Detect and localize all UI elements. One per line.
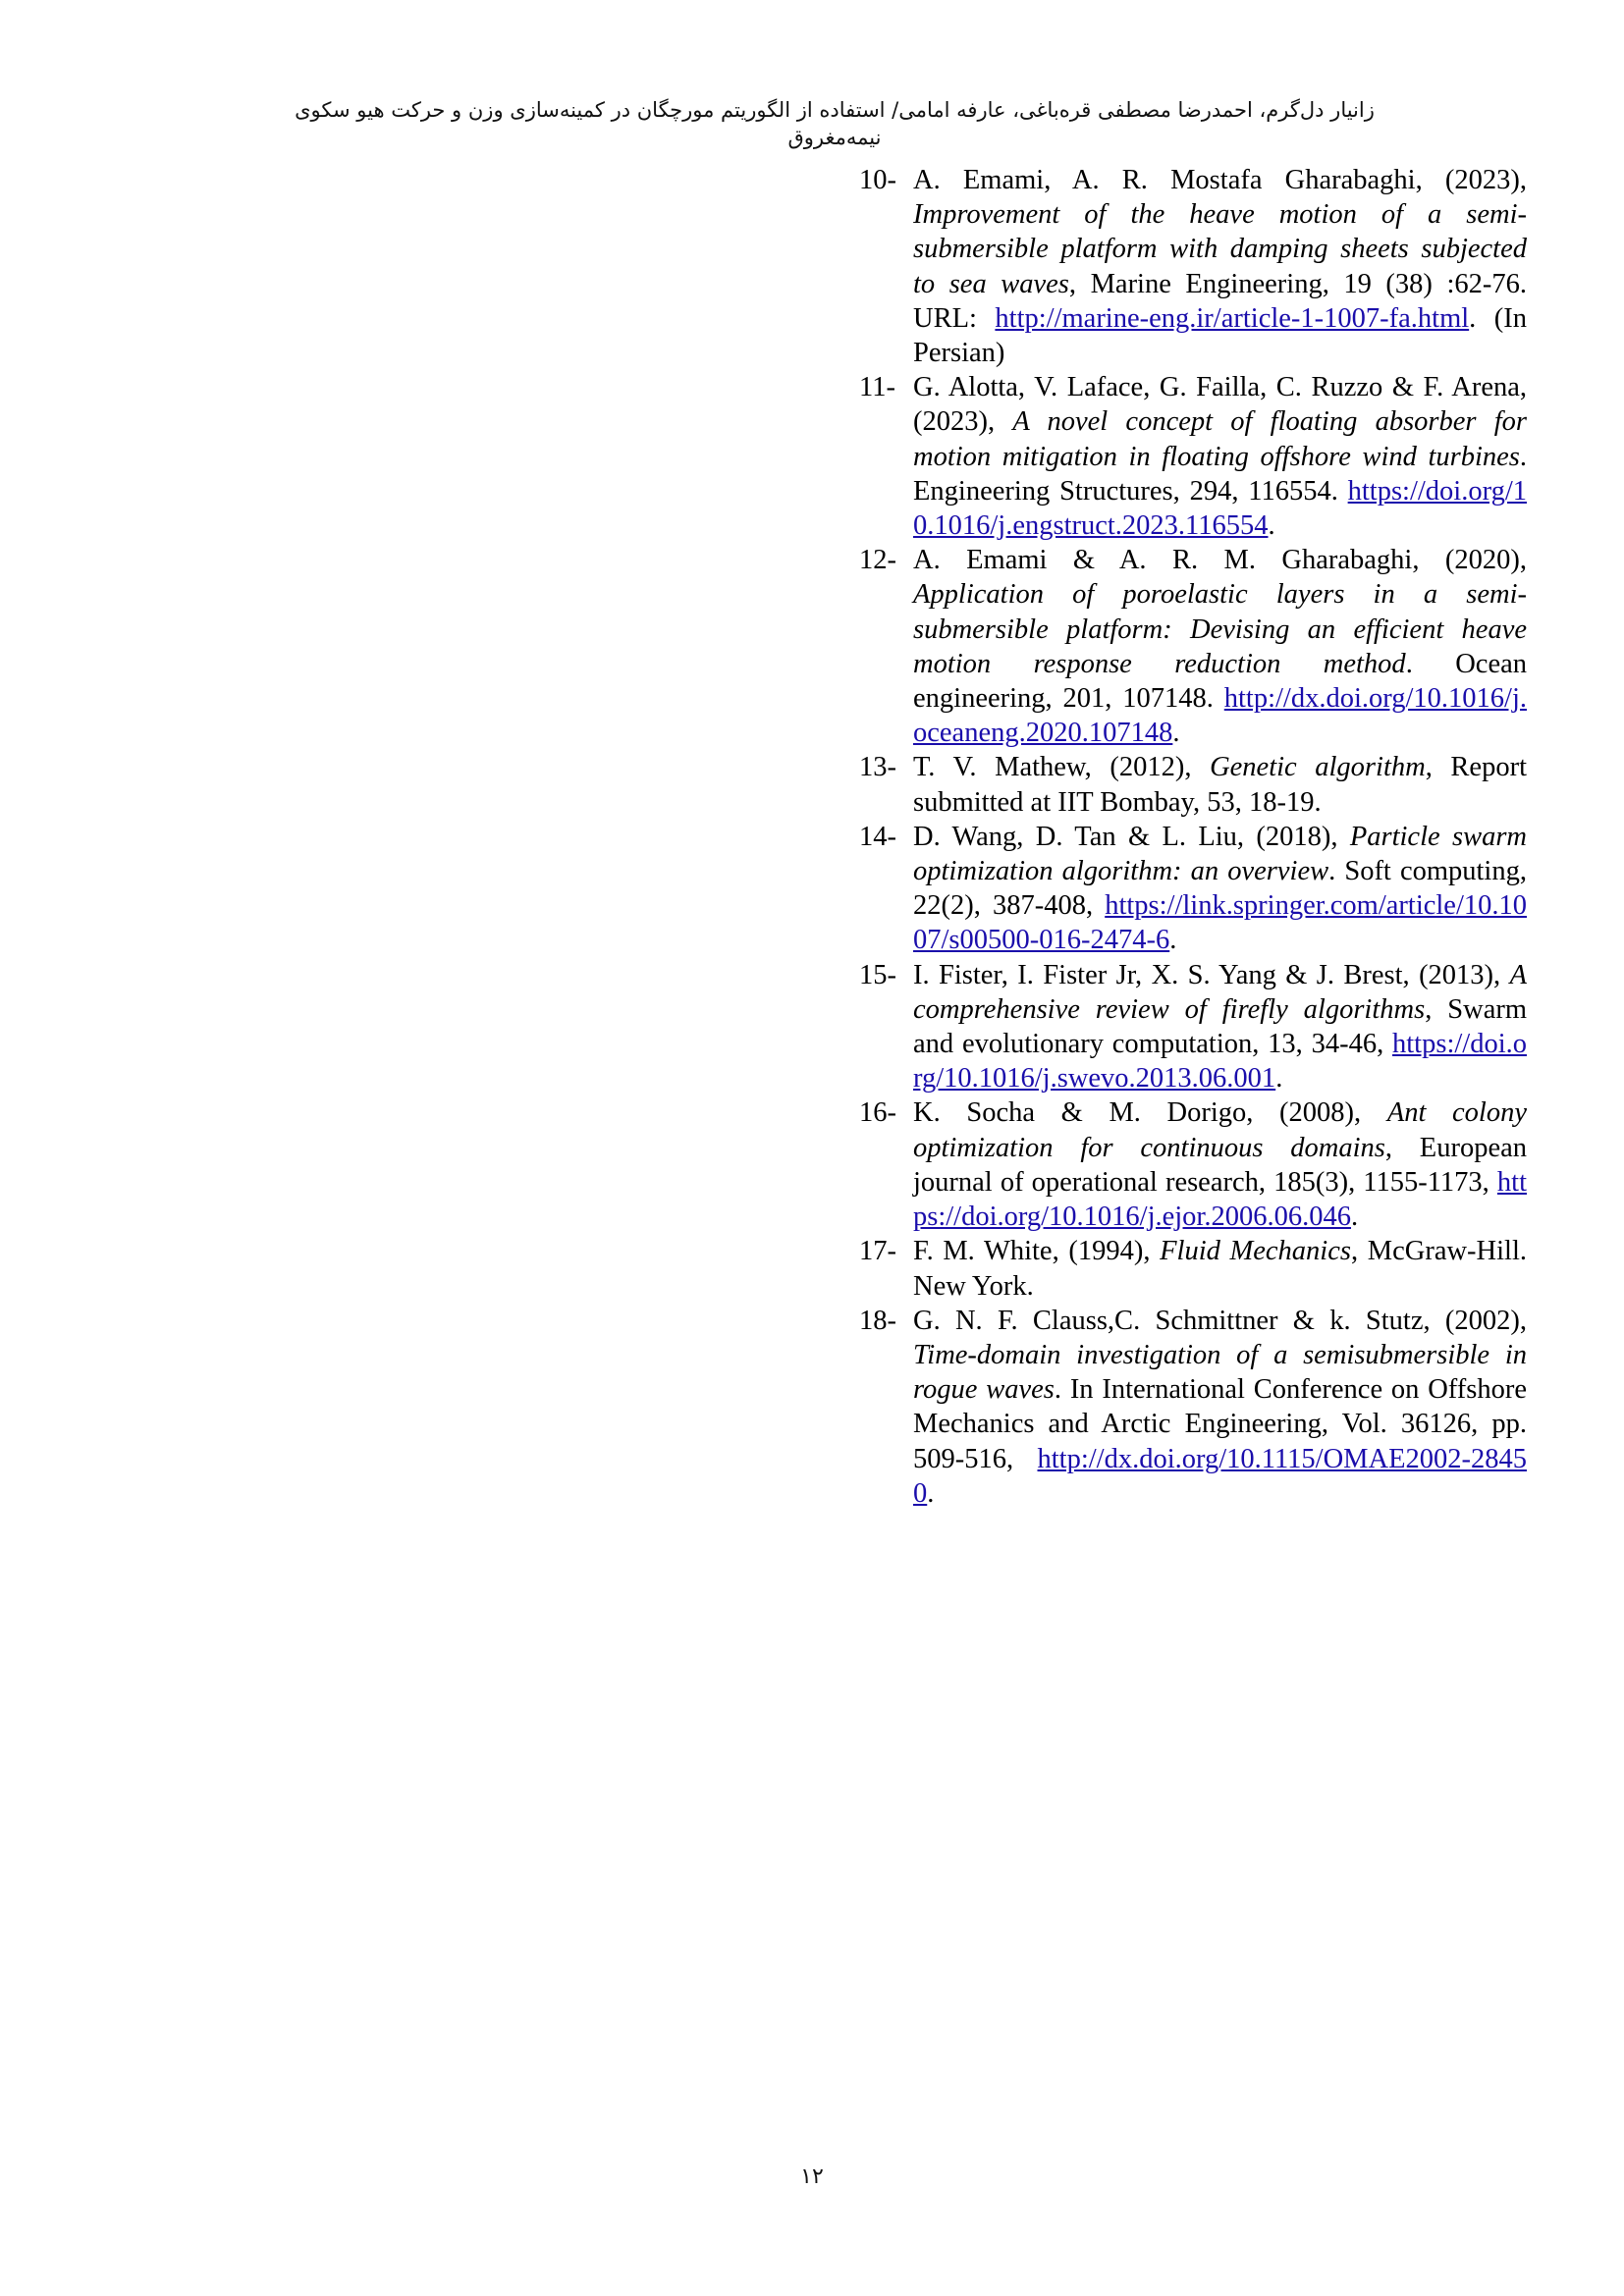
reference-authors: K. Socha & M. Dorigo, (2008), — [913, 1097, 1387, 1129]
reference-source: . In International Conference on Offshore Mechanics and Arctic Engineering, Vol. 36126, pp. 509-516, — [913, 1374, 1527, 1474]
reference-title: Particle swarm optimization algorithm: an overview — [913, 821, 1527, 887]
reference-number: 10- — [859, 165, 896, 195]
reference-link[interactable]: https://link.springer.com/article/10.1007/s00500-016-2474-6 — [913, 890, 1527, 956]
reference-authors: G. Alotta, V. Laface, G. Failla, C. Ruzzo & F. Arena, (2023), — [913, 372, 1527, 438]
reference-number: 16- — [859, 1097, 896, 1129]
reference-item — [859, 543, 1527, 750]
reference-item — [859, 750, 1527, 819]
reference-link[interactable]: https://doi.org/10.1016/j.swevo.2013.06.001 — [913, 1029, 1527, 1095]
reference-tail: . — [1169, 925, 1177, 956]
reference-tail: . — [1172, 718, 1180, 749]
reference-number: 13- — [859, 752, 896, 783]
reference-authors: I. Fister, I. Fister Jr, X. S. Yang & J. Brest, (2013), — [913, 959, 1510, 990]
reference-item — [859, 958, 1527, 1096]
reference-source: . Soft computing, 22(2), 387-408, — [913, 856, 1527, 922]
reference-link[interactable]: https://doi.org/10.1016/j.engstruct.2023.116554 — [913, 475, 1527, 542]
reference-item — [859, 163, 1527, 370]
reference-title: Improvement of the heave motion of a semi-submersible platform with damping sheets subjected to sea waves — [913, 199, 1527, 299]
reference-number: 15- — [859, 959, 896, 990]
reference-source: . Ocean engineering, 201, 107148. — [913, 648, 1527, 715]
reference-authors: G. N. F. Clauss,C. Schmittner & k. Stutz, (2002), — [913, 1305, 1527, 1336]
reference-item — [859, 1234, 1527, 1303]
reference-tail: . — [1268, 510, 1275, 542]
running-header: زانیار دل‌گرم، احمدرضا مصطفی قره‌باغی، عارفه امامی/ استفاده از الگوریتم مورچگان در کمینه‌سازی وزن و حرکت هیو سکوی نیمه‌مغروق — [295, 98, 1375, 149]
reference-authors: D. Wang, D. Tan & L. Liu, (2018), — [913, 821, 1350, 852]
reference-authors: T. V. Mathew, (2012), — [913, 752, 1211, 783]
reference-item — [859, 1304, 1527, 1511]
reference-tail: . — [1350, 1201, 1359, 1233]
reference-tail: . — [927, 1477, 935, 1509]
reference-source: , McGraw-Hill. New York. — [913, 1236, 1528, 1302]
reference-title: Application of poroelastic layers in a semi-submersible platform: Devising an efficient heave motion response reduction method — [913, 579, 1527, 679]
reference-link[interactable]: http://dx.doi.org/10.1115/OMAE2002-28450 — [913, 1443, 1527, 1509]
reference-title: A comprehensive review of firefly algorithms — [913, 959, 1527, 1025]
reference-number: 17- — [859, 1236, 896, 1267]
reference-source: , Swarm and evolutionary computation, 13, 34-46, — [913, 993, 1527, 1060]
reference-source: , Report submitted at IIT Bombay, 53, 18-19. — [913, 752, 1527, 818]
reference-authors: F. M. White, (1994), — [913, 1236, 1161, 1267]
reference-source: , European journal of operational research, 185(3), 1155-1173, — [913, 1132, 1527, 1198]
reference-list — [859, 163, 1527, 1511]
reference-authors: A. Emami & A. R. M. Gharabaghi, (2020), — [913, 545, 1527, 576]
reference-item — [859, 1095, 1527, 1234]
reference-source: , Marine Engineering, 19 (38) :62-76. URL: — [913, 268, 1527, 334]
reference-link[interactable]: http://dx.doi.org/10.1016/j.oceaneng.2020.107148 — [913, 683, 1527, 749]
reference-title: Fluid Mechanics — [1160, 1236, 1351, 1267]
reference-number: 12- — [859, 545, 896, 576]
reference-link[interactable]: https://doi.org/10.1016/j.ejor.2006.06.046 — [913, 1166, 1527, 1233]
page-number: ۱۲ — [800, 2164, 824, 2189]
reference-item — [859, 370, 1527, 543]
reference-source: . Engineering Structures, 294, 116554. — [913, 441, 1527, 507]
reference-tail: . (In Persian) — [913, 302, 1527, 369]
reference-title: Ant colony optimization for continuous domains — [913, 1097, 1527, 1163]
reference-number: 18- — [859, 1305, 896, 1336]
reference-item — [859, 820, 1527, 958]
reference-title: Genetic algorithm — [1210, 752, 1426, 783]
reference-title: A novel concept of floating absorber for motion mitigation in floating offshore wind turbines — [913, 406, 1527, 472]
reference-number: 14- — [859, 821, 896, 852]
reference-number: 11- — [859, 372, 895, 403]
reference-title: Time-domain investigation of a semisubmersible in rogue waves — [913, 1339, 1527, 1406]
reference-link[interactable]: http://marine-eng.ir/article-1-1007-fa.html — [995, 302, 1470, 334]
reference-authors: A. Emami, A. R. Mostafa Gharabaghi, (2023), — [913, 165, 1527, 195]
reference-tail: . — [1275, 1063, 1283, 1095]
